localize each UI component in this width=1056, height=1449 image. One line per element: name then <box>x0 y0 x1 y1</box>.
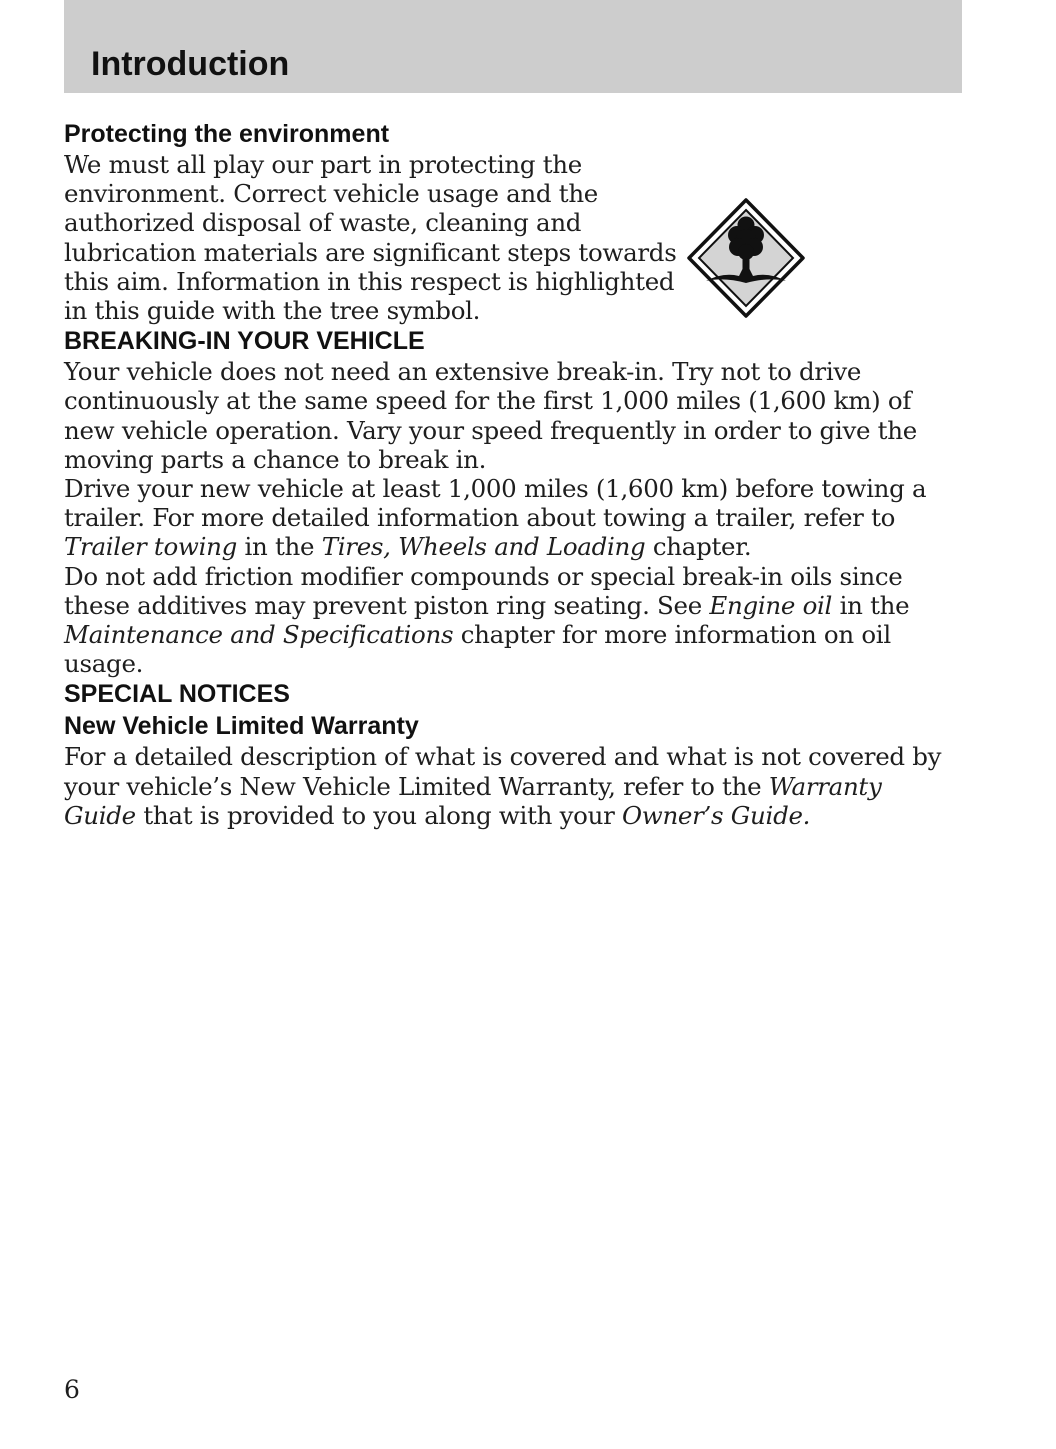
paragraph-3-text-1: Do not add friction modifier compounds or special break-in oils since these additives may prevent piston ring seating. See <box>64 561 903 620</box>
warranty-guide-reference: Warranty Guide <box>64 771 882 830</box>
paragraph-3-text-3: chapter for more information on oil usage. <box>64 620 891 679</box>
environment-paragraph: We must all play our part in protecting the environment. Correct vehicle usage and the authorized disposal of waste, cleaning and lubrication materials are significant steps towards this aim. Information in this respect is highlighted in this guide with the tree symbol. <box>64 150 677 326</box>
breaking-in-heading: BREAKING-IN YOUR VEHICLE <box>64 327 425 356</box>
paragraph-2-text-2: in the <box>237 532 322 562</box>
warranty-text-1: For a detailed description of what is covered and what is not covered by your vehicle’s New Vehicle Limited Warranty, refer to the <box>64 742 942 801</box>
chapter-header-band <box>64 0 962 93</box>
paragraph-2-text-3: chapter. <box>645 532 752 562</box>
page-content <box>64 118 954 830</box>
tree-symbol-icon <box>686 197 806 319</box>
paragraph-2-text-1: Drive your new vehicle at least 1,000 miles (1,600 km) before towing a trailer. For more detailed information about towing a trailer, refer to <box>64 474 927 533</box>
page-number: 6 <box>64 1375 80 1404</box>
tires-wheels-loading-reference: Tires, Wheels and Loading <box>321 532 646 562</box>
breaking-in-paragraph-1: Your vehicle does not need an extensive break-in. Try not to drive continuously at the same speed for the first 1,000 miles (1,600 km) of new vehicle operation. Vary your speed frequently in order to give the moving parts a chance to break in. <box>64 357 917 474</box>
warranty-paragraph <box>64 742 954 830</box>
breaking-in-paragraph-2 <box>64 474 954 562</box>
environment-section <box>64 118 954 325</box>
trailer-towing-reference: Trailer towing <box>64 532 237 562</box>
engine-oil-reference: Engine oil <box>709 590 833 620</box>
warranty-text-2: that is provided to you along with your <box>135 800 622 830</box>
special-notices-section <box>64 678 954 830</box>
paragraph-3-text-2: in the <box>832 590 910 620</box>
owners-guide-reference: Owner’s Guide. <box>621 800 811 830</box>
environment-heading: Protecting the environment <box>64 120 390 148</box>
special-notices-heading: SPECIAL NOTICES <box>64 680 290 709</box>
chapter-title: Introduction <box>91 45 290 83</box>
breaking-in-section <box>64 325 954 678</box>
maintenance-specifications-reference: Maintenance and Specifications <box>64 620 454 650</box>
warranty-subheading: New Vehicle Limited Warranty <box>64 712 419 741</box>
breaking-in-paragraph-3 <box>64 562 954 679</box>
